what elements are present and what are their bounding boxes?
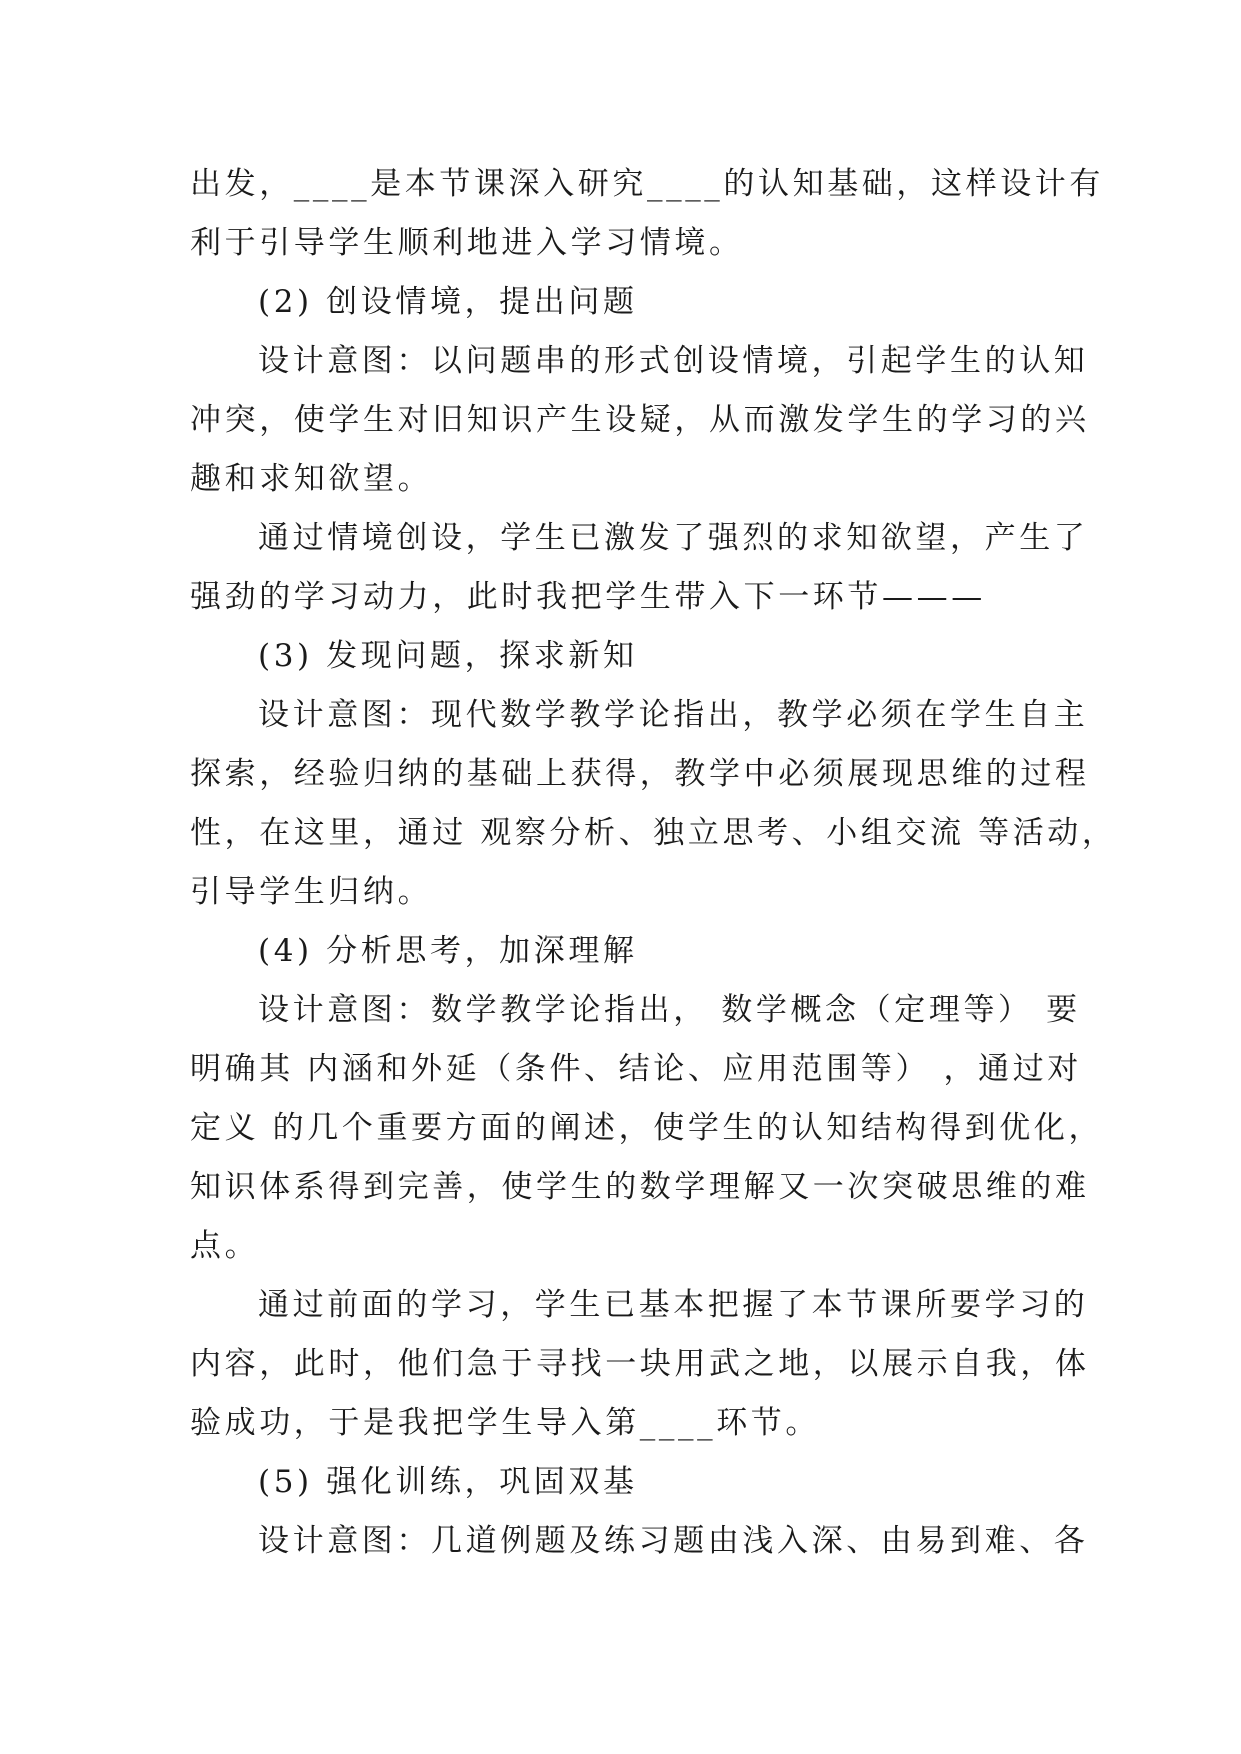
text-line: 趣和求知欲望。: [190, 461, 433, 497]
text-line: 验成功，于是我把学生导入第____环节。: [190, 1405, 820, 1441]
text-line: (4) 分析思考，加深理解: [258, 933, 638, 969]
text-line: 设计意图：几道例题及练习题由浅入深、由易到难、各: [258, 1523, 1089, 1559]
document-body: [190, 155, 1117, 1571]
text-line: 强劲的学习动力，此时我把学生带入下一环节———: [190, 579, 986, 615]
text-line: 性，在这里，通过 观察分析、独立思考、小组交流 等活动，: [190, 815, 1117, 851]
text-line: 出发，____是本节课深入研究____的认知基础，这样设计有: [190, 166, 1104, 202]
text-line: 定义 的几个重要方面的阐述，使学生的认知结构得到优化，: [190, 1110, 1104, 1146]
text-line: 设计意图：现代数学教学论指出，教学必须在学生自主: [258, 697, 1089, 733]
text-line: 设计意图：数学教学论指出， 数学概念（定理等） 要: [258, 992, 1081, 1028]
text-line: (3) 发现问题，探求新知: [258, 638, 638, 674]
text-line: 探索，经验归纳的基础上获得，教学中必须展现思维的过程: [190, 756, 1090, 792]
text-line: 通过前面的学习，学生已基本把握了本节课所要学习的: [258, 1287, 1089, 1323]
text-line: 引导学生归纳。: [190, 874, 433, 910]
text-line: 冲突，使学生对旧知识产生设疑，从而激发学生的学习的兴: [190, 402, 1090, 438]
text-line: 内容，此时，他们急于寻找一块用武之地，以展示自我，体: [190, 1346, 1090, 1382]
text-line: 知识体系得到完善，使学生的数学理解又一次突破思维的难: [190, 1169, 1090, 1205]
text-line: (2) 创设情境，提出问题: [258, 284, 638, 320]
text-line: (5) 强化训练，巩固双基: [258, 1464, 638, 1500]
text-line: 设计意图：以问题串的形式创设情境，引起学生的认知: [258, 343, 1089, 379]
text-line: 利于引导学生顺利地进入学习情境。: [190, 225, 744, 261]
text-line: 点。: [190, 1228, 260, 1264]
text-line: 明确其 内涵和外延（条件、结论、应用范围等） ，通过对: [190, 1051, 1082, 1087]
text-line: 通过情境创设，学生已激发了强烈的求知欲望，产生了: [258, 520, 1089, 556]
